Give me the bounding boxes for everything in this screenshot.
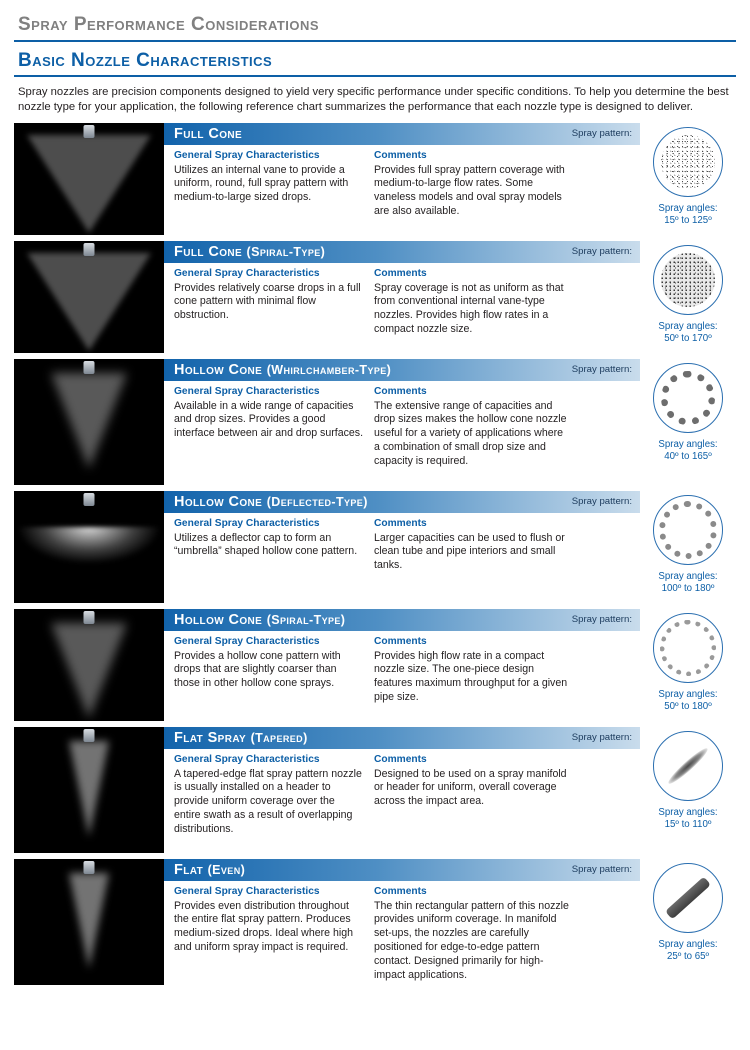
even-flat-pattern-icon bbox=[665, 876, 711, 919]
nozzle-row bbox=[14, 359, 736, 485]
characteristics-heading: General Spray Characteristics bbox=[174, 885, 320, 897]
spray-angles-value: 40º to 165º bbox=[664, 450, 712, 462]
spray-angles-value: 100º to 180º bbox=[661, 582, 715, 594]
pattern-circle bbox=[653, 613, 723, 683]
characteristics-text: A tapered-edge flat spray pattern nozzle is usually installed on a header to provide uniform coverage over the entire swath as a result of overlapping distributions. bbox=[174, 767, 362, 836]
characteristics-column bbox=[166, 518, 374, 574]
nozzle-title: Hollow Cone (Whirlchamber-Type) bbox=[174, 361, 392, 378]
comments-column bbox=[374, 754, 579, 838]
characteristics-heading: General Spray Characteristics bbox=[174, 267, 320, 279]
spray-pattern-label: Spray pattern: bbox=[571, 364, 632, 375]
pattern-panel bbox=[640, 727, 736, 853]
spray-cone-shape bbox=[27, 135, 151, 233]
spray-photo bbox=[14, 491, 164, 603]
pattern-circle bbox=[653, 863, 723, 933]
row-content bbox=[164, 727, 640, 853]
comments-heading: Comments bbox=[374, 385, 427, 397]
row-header-bar bbox=[164, 609, 640, 631]
row-columns bbox=[164, 381, 640, 470]
characteristics-heading: General Spray Characteristics bbox=[174, 517, 320, 529]
nozzle-title: Flat Spray (Tapered) bbox=[174, 729, 308, 746]
characteristics-text: Provides a hollow cone pattern with drops that are slightly coarser than those in other hollow cone sprays. bbox=[174, 649, 341, 690]
characteristics-column bbox=[166, 150, 374, 220]
nozzle-icon bbox=[84, 243, 95, 256]
spray-angles-value: 15º to 110º bbox=[664, 818, 712, 830]
comments-text: Larger capacities can be used to flush or clean tube and pipe interiors and small tanks. bbox=[374, 531, 565, 572]
nozzle-row bbox=[14, 241, 736, 353]
pattern-panel bbox=[640, 491, 736, 603]
pattern-panel bbox=[640, 359, 736, 485]
pattern-panel bbox=[640, 241, 736, 353]
umbrella-spray-shape bbox=[19, 527, 159, 563]
nozzle-title: Flat (Even) bbox=[174, 861, 246, 878]
comments-column bbox=[374, 886, 579, 984]
nozzle-icon bbox=[84, 729, 95, 742]
spray-pattern-label: Spray pattern: bbox=[571, 614, 632, 625]
nozzle-icon bbox=[84, 861, 95, 874]
comments-text: The thin rectangular pattern of this nozzle provides uniform coverage. In manifold set-ups, the nozzles are carefully positioned for edge-to-edge pattern contact. Designed primarily for high-impact applications. bbox=[374, 899, 569, 982]
nozzle-row bbox=[14, 123, 736, 235]
comments-heading: Comments bbox=[374, 885, 427, 897]
page-title: Spray Performance Considerations bbox=[18, 14, 320, 35]
title-divider bbox=[14, 40, 736, 42]
spray-angles bbox=[640, 203, 736, 227]
pattern-panel bbox=[640, 123, 736, 235]
subtitle-divider bbox=[14, 75, 736, 77]
comments-column bbox=[374, 386, 579, 470]
spray-angles-label: Spray angles: bbox=[658, 938, 718, 950]
row-columns bbox=[164, 881, 640, 984]
nozzle-title: Full Cone (Spiral-Type) bbox=[174, 243, 326, 260]
hollow-cone-pattern-icon bbox=[660, 620, 716, 676]
spray-angles bbox=[640, 939, 736, 963]
spray-photo bbox=[14, 609, 164, 721]
row-content bbox=[164, 609, 640, 721]
nozzle-icon bbox=[84, 125, 95, 138]
spray-photo bbox=[14, 859, 164, 985]
nozzle-row bbox=[14, 609, 736, 721]
spray-cone-shape bbox=[51, 623, 127, 719]
nozzle-row bbox=[14, 859, 736, 985]
nozzle-icon bbox=[84, 611, 95, 624]
row-content bbox=[164, 359, 640, 485]
characteristics-text: Utilizes a deflector cap to form an “umbrella” shaped hollow cone pattern. bbox=[174, 531, 358, 558]
characteristics-heading: General Spray Characteristics bbox=[174, 753, 320, 765]
spray-photo bbox=[14, 123, 164, 235]
hollow-cone-pattern-icon bbox=[661, 371, 715, 425]
row-content bbox=[164, 491, 640, 603]
full-cone-pattern-icon bbox=[661, 135, 715, 189]
tapered-flat-pattern-icon bbox=[666, 745, 711, 786]
pattern-circle bbox=[653, 731, 723, 801]
characteristics-text: Available in a wide range of capacities and drop sizes. Provides a good interface between air and drop surfaces. bbox=[174, 399, 364, 440]
comments-column bbox=[374, 150, 579, 220]
row-content bbox=[164, 123, 640, 235]
row-content bbox=[164, 241, 640, 353]
comments-heading: Comments bbox=[374, 267, 427, 279]
nozzle-icon bbox=[84, 361, 95, 374]
spray-angles-value: 15º to 125º bbox=[664, 214, 712, 226]
row-header-bar bbox=[164, 123, 640, 145]
nozzle-row bbox=[14, 491, 736, 603]
row-header-bar bbox=[164, 491, 640, 513]
nozzle-title: Hollow Cone (Deflected-Type) bbox=[174, 493, 368, 510]
comments-column bbox=[374, 518, 579, 574]
nozzle-icon bbox=[84, 493, 95, 506]
comments-heading: Comments bbox=[374, 149, 427, 161]
spray-angles-value: 25º to 65º bbox=[666, 950, 710, 962]
spray-pattern-label: Spray pattern: bbox=[571, 864, 632, 875]
comments-column bbox=[374, 636, 579, 706]
nozzle-title: Full Cone bbox=[174, 125, 243, 142]
page-subtitle: Basic Nozzle Characteristics bbox=[18, 50, 273, 71]
pattern-circle bbox=[653, 363, 723, 433]
pattern-circle bbox=[653, 495, 723, 565]
spray-photo bbox=[14, 727, 164, 853]
spray-angles-value: 50º to 180º bbox=[664, 700, 712, 712]
spray-angles bbox=[640, 689, 736, 713]
comments-text: Provides full spray pattern coverage with medium-to-large flow rates. Some vaneless models and oval spray models are also available. bbox=[374, 163, 565, 218]
spray-angles-value: 50º to 170º bbox=[664, 332, 712, 344]
row-columns bbox=[164, 513, 640, 574]
spray-angles bbox=[640, 439, 736, 463]
full-cone-coarse-pattern-icon bbox=[661, 253, 715, 307]
pattern-panel bbox=[640, 859, 736, 985]
spray-angles-label: Spray angles: bbox=[658, 570, 718, 582]
comments-heading: Comments bbox=[374, 635, 427, 647]
characteristics-column bbox=[166, 886, 374, 984]
spray-pattern-label: Spray pattern: bbox=[571, 496, 632, 507]
characteristics-column bbox=[166, 386, 374, 470]
characteristics-text: Provides relatively coarse drops in a full cone pattern with minimal flow obstruction. bbox=[174, 281, 361, 322]
row-header-bar bbox=[164, 859, 640, 881]
characteristics-heading: General Spray Characteristics bbox=[174, 385, 320, 397]
row-content bbox=[164, 859, 640, 985]
row-header-bar bbox=[164, 359, 640, 381]
row-columns bbox=[164, 263, 640, 338]
row-header-bar bbox=[164, 727, 640, 749]
row-columns bbox=[164, 145, 640, 220]
row-columns bbox=[164, 631, 640, 706]
spray-angles bbox=[640, 321, 736, 345]
comments-heading: Comments bbox=[374, 517, 427, 529]
nozzle-title: Hollow Cone (Spiral-Type) bbox=[174, 611, 346, 628]
characteristics-column bbox=[166, 754, 374, 838]
spray-pattern-label: Spray pattern: bbox=[571, 732, 632, 743]
row-columns bbox=[164, 749, 640, 838]
characteristics-column bbox=[166, 268, 374, 338]
pattern-circle bbox=[653, 127, 723, 197]
characteristics-heading: General Spray Characteristics bbox=[174, 149, 320, 161]
spray-photo bbox=[14, 359, 164, 485]
spray-angles bbox=[640, 807, 736, 831]
characteristics-heading: General Spray Characteristics bbox=[174, 635, 320, 647]
pattern-circle bbox=[653, 245, 723, 315]
spray-photo bbox=[14, 241, 164, 353]
comments-heading: Comments bbox=[374, 753, 427, 765]
spray-pattern-label: Spray pattern: bbox=[571, 128, 632, 139]
comments-text: The extensive range of capacities and drop sizes makes the hollow cone nozzle useful for a variety of applications where a combination of small drop size and capacity is required. bbox=[374, 399, 567, 468]
comments-column bbox=[374, 268, 579, 338]
spray-cone-shape bbox=[51, 373, 127, 469]
characteristics-text: Provides even distribution throughout the entire flat spray pattern. Produces medium-sized drops. Ideal where high and uniform spray impact is required. bbox=[174, 899, 354, 954]
flat-spray-shape bbox=[69, 741, 109, 837]
spray-cone-shape bbox=[27, 253, 151, 351]
comments-text: Spray coverage is not as uniform as that from conventional internal vane-type nozzles. Provides high flow rates in a compact nozzle size. bbox=[374, 281, 564, 336]
row-header-bar bbox=[164, 241, 640, 263]
characteristics-column bbox=[166, 636, 374, 706]
spray-angles-label: Spray angles: bbox=[658, 688, 718, 700]
flat-spray-shape bbox=[69, 873, 109, 969]
spray-angles-label: Spray angles: bbox=[658, 438, 718, 450]
pattern-panel bbox=[640, 609, 736, 721]
comments-text: Designed to be used on a spray manifold or header for uniform, overall coverage across the impact area. bbox=[374, 767, 567, 808]
nozzle-row bbox=[14, 727, 736, 853]
spray-angles-label: Spray angles: bbox=[658, 202, 718, 214]
hollow-cone-pattern-icon bbox=[659, 501, 717, 559]
characteristics-text: Utilizes an internal vane to provide a uniform, round, full spray pattern with medium-to-large sized drops. bbox=[174, 163, 349, 204]
spray-angles bbox=[640, 571, 736, 595]
spray-angles-label: Spray angles: bbox=[658, 806, 718, 818]
intro-paragraph: Spray nozzles are precision components designed to yield very specific performance under specific conditions. To help you determine the best nozzle type for your application, the following reference chart summarizes the performance that each nozzle type is designed to deliver. bbox=[18, 86, 729, 114]
comments-text: Provides high flow rate in a compact nozzle size. The one-piece design features maximum throughput for a given pipe size. bbox=[374, 649, 568, 704]
spray-pattern-label: Spray pattern: bbox=[571, 246, 632, 257]
spray-angles-label: Spray angles: bbox=[658, 320, 718, 332]
